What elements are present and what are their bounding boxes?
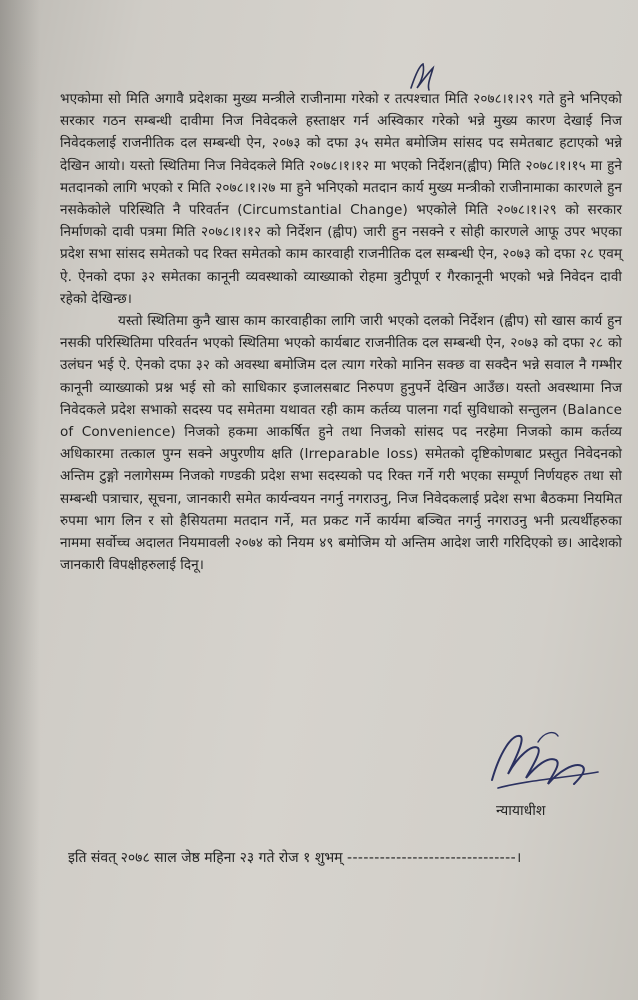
document-body xyxy=(60,88,622,576)
paragraph-1: भएकोमा सो मिति अगावै प्रदेशका मुख्य मन्त्रीले राजीनामा गरेको र तत्पश्चात मिति २०७८।१।२९ गते हुने भनिएको सरकार गठन सम्बन्धी दावीमा निज निवेदकले हस्ताक्षर गर्न अस्विकार गरेको भन्ने मुख्य कारण देखाई निज निवेदकलाई राजनीतिक दल सम्बन्धी ऐन, २०७३ को दफा ३५ समेत बमोजिम सांसद पद समेतबाट हटाएको भन्ने देखिन आयो। यस्तो स्थितिमा निज निवेदकले मिति २०७८।१।१२ मा भएको निर्देशन(ह्वीप) मिति २०७८।१।१५ मा हुने मतदानको लागि भएको र मिति २०७८।१।२७ मा हुने भनिएको मतदान कार्य मुख्य मन्त्रीको राजीनामाका कारणले हुन नसकेकोले परिस्थिति नै परिवर्तन (Circumstantial Change) भएकोले मिति २०७८।१।२९ को सरकार निर्माणको दावी पत्रमा मिति २०७८।१।१२ को निर्देशन (ह्वीप) जारी हुन नसक्ने र सोही कारणले आफू उपर भएका प्रदेश सभा सांसद समेतको पद रिक्त समेतको काम कारवाही राजनीतिक दल सम्बन्धी ऐन, २०७३ को दफा २८ एवम् ऐ. ऐनको दफा ३२ समेतका कानूनी व्यवस्थाको व्याख्याको रोहमा त्रुटीपूर्ण र गैरकानूनी भएको भन्ने निवेदन दावी रहेको देखिन्छ। xyxy=(60,91,622,307)
date-text: इति संवत् २०७८ साल जेष्ठ महिना २३ गते रोज १ शुभम् xyxy=(68,850,343,866)
judge-title: न्यायाधीश xyxy=(496,803,546,819)
date-line xyxy=(68,848,522,867)
judge-signature-icon xyxy=(478,722,608,802)
date-dashes: -------------------------------। xyxy=(347,850,522,866)
paragraph-2: यस्तो स्थितिमा कुनै खास काम कारवाहीका लागि जारी भएको दलको निर्देशन (ह्वीप) सो खास कार्य हुन नसकी परिस्थितिमा परिवर्तन भएको स्थितिमा भएको कार्यबाट राजनीतिक दल सम्बन्धी ऐन, २०७३ को दफा २८ को उलंघन भई ऐ. ऐनको दफा ३२ को अवस्था बमोजिम दल त्याग गरेको मानिन सक्छ वा सक्दैन भन्ने सवाल नै गम्भीर कानूनी व्याख्याको प्रश्न भई सो को साधिकार इजालसबाट निरुपण हुनुपर्ने देखिन आउँछ। यस्तो अवस्थामा निज निवेदकले प्रदेश सभाको सदस्य पद समेतमा यथावत रही काम कर्तव्य पालना गर्दा सुविधाको सन्तुलन (Balance of Convenience) निजको हकमा आकर्षित हुने तथा निजको सांसद पद नरहेमा निजको काम कर्तव्य अधिकारमा तत्काल पुग्न सक्ने अपुरणीय क्षति (Irreparable loss) समेतको दृष्टिकोणबाट प्रस्तुत निवेदनको अन्तिम टुङ्गो नलागेसम्म निजको गण्डकी प्रदेश सभा सदस्यको पद रिक्त गर्ने गरी भएका सम्पूर्ण निर्णयहरु तथा सो सम्बन्धी पत्राचार, सूचना, जानकारी समेत कार्यन्वयन नगर्नु नगराउनु, निज निवेदकलाई प्रदेश सभा बैठकमा नियमित रुपमा भाग लिन र सो हैसियतमा मतदान गर्ने, मत प्रकट गर्ने कार्यमा बञ्चित नगर्नु नगराउनु भनी प्रत्यर्थीहरुका नाममा सर्वोच्च अदालत नियमावली २०७४ को नियम ४९ बमोजिम यो अन्तिम आदेश जारी गरिदिएको छ। आदेशको जानकारी विपक्षीहरुलाई दिनू। xyxy=(60,313,622,574)
page-shadow xyxy=(0,0,40,1000)
